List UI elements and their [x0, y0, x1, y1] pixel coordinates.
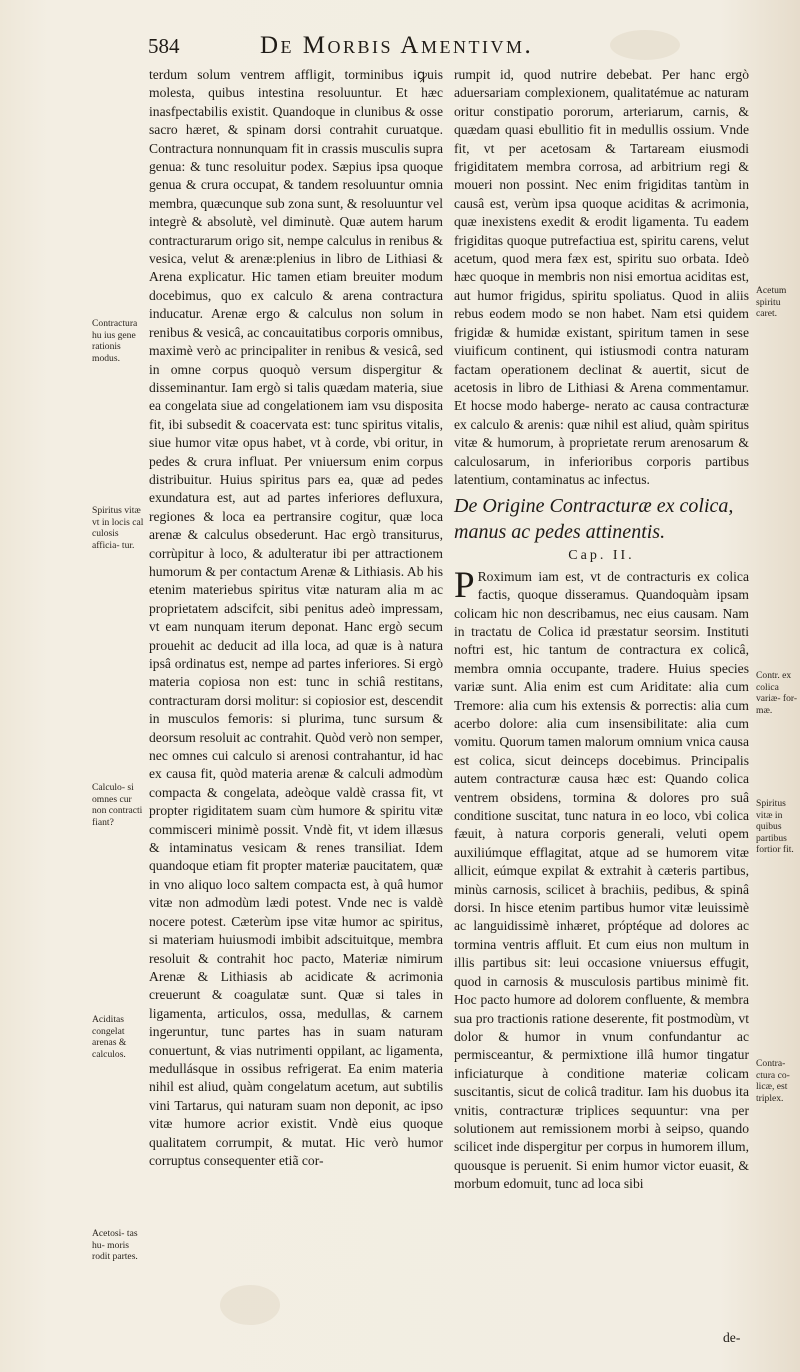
margin-note: Spiritus vitæ vt in locis cal culosis afficia- tur. [92, 505, 144, 551]
margin-note: Aciditas congelat arenas & calculos. [92, 1014, 127, 1060]
chapter-heading: Cap. II. [568, 548, 635, 564]
left-column [149, 66, 443, 1170]
margin-note: Contra- ctura co- licæ, est triplex. [756, 1058, 790, 1104]
margin-note: Calculo- si omnes cur non contracti fiant? [92, 782, 143, 828]
right-column [454, 66, 749, 1194]
margin-note: Contractura hu ius gene rationis modus. [92, 318, 138, 364]
right-column-paragraph-2 [454, 564, 749, 1194]
margin-note: Spiritus vitæ in quibus partibus fortior fit. [756, 798, 794, 856]
margin-note: Acetum spiritu caret. [756, 285, 787, 320]
running-title: De Morbis Amentivm. [260, 32, 534, 59]
page-header [148, 28, 748, 60]
section-title: De Origine Contracturæ ex colica, manus ac pedes attinentis. [454, 495, 734, 544]
paper-stain [220, 1285, 280, 1325]
page-number: 584 [148, 34, 180, 58]
paragraph-2-text: Roximum iam est, vt de contracturis ex colica factis, quoque disseramus. Quandoquàm ipsam colicam hic non describamus, nec eius causam. Nam in tractatu de Colica id præstatur seorsim. Instituti noftri est, hic tantum de contractura ex colicâ, membra omnia occupante, tradere. Huius species variæ sunt. Alia enim est cum Ariditate: alia cum Tremore: alia cum his extensis & porrectis: alia cum acerbo dolore: alia cum insensibilitate: alia cum vomitu. Quorum tamen malorum omnium vnica causa est colica, sicut deinceps docebimus. Principalis autem contracturæ causa hæc est: Quando colica ventrem obsidens, tormina & dolores pro suâ conditione suscitat, tunc natura in eo loco, vbi colica fæuit, à natura corporis generali, veluti opem auxiliúmque efflagitat, atque ad se humorem vitæ allicit, eúmque expilat & extrahit à cæteris partibus, minùs carnosis, scilicet à brachiis, pedibus, & spinâ dorsi. In hisce etenim partibus humor vitæ leuissimè ac languidissimè inhæret, próptéque ad dolores ac tormina ventris affluit. Et cum eius non multum in illis partibus sit: leui occasione vniuersus effugit, quod in carnosis & musculosis partibus minimè fit. Hoc pacto humore ad dolorem confluente, & membra sua pro tractionis ratione deserente, fit postmodùm, vt dolor & humor in vnum confundantur ac permisceantur, & permixtione illâ humor tingatur inficiaturque à conditione materiæ colicam suscitantis, sicut de colicâ traditur. Iam his duobus ita vnitis, contracturæ triplices sequuntur: vna per solutionem aut remissionem morbi à seipso, quando scilicet inde dispergitur per corpus in humorem illum, quousque is peruenit. Si enim humor victor euasit, & morbum edomuit, tunc ad loca sibi [454, 568, 749, 1192]
margin-note: Acetosi- tas hu- moris rodit partes. [92, 1228, 138, 1263]
drop-cap: P [454, 564, 475, 606]
left-column-text: terdum solum ventrem affligit, torminibus iꝙuis molesta, quibus intestina resoluuntur. Et hæc inasfpectabilis existit. Quandoque in clunibus & osse sacro hæret, & spinam dorsi contrahit curuatque. Contractura nonnunquam fit in crassis musculis supra genua: & tunc resoluitur podex. Sæpius ipsa quoque genua & crura occupat, & tandem resoluuntur omnia membra, quæcunque sub zona sunt, & resoluuntur vel integrè & absolutè, vel diminutè. Quæ autem harum contracturarum origo sit, nempe calculus in renibus & vesica, velut & arenæ:plenius in libro de Lithiasi & Arena explicatur. Hic tamen etiam breuiter modum docebimus, quo ex calculo & arena contractura inducatur. Arenæ ergo & calculus non solum in renibus & vesicâ, ac concauitatibus corporis omnibus, maximè verò ac principaliter in renibus & vesicâ, sed in omne corpus quoquò versum dispergitur & disseminantur. Iam ergò si talis quædam materia, siue ea congelata siue ad congelationem iam vsu dispositа fit, ibi subsedit & coacervata est: tunc spiritus vitalis, siue humor vitæ opus habet, vt à corde, vbi oritur, in pedes & crura influat. Per vniuersum enim corpus distribuitur. Huius spiritus pars ea, quæ ad pedes exundatura est, aut ad partes inferiores defluxura, regiones & loca ea pertransire cogitur, quæ loca arenæ & calculus obsederunt. Hac ergò transiturus, corrùpitur à loco, & adulteratur ibi per attractionem humorum & per contactum Arenæ & Lithiasis. Ab his etenim materiebus spiritus vitæ naturam alia m ac proprietatem adscifcit, sibi penitus adeò impressam, vt eam nunquam iterum deponat. Hanc ergò secum prouehit ac deducit ad illa loca, ad quæ is à natura ipsâ ordinatus est, nempe ad partes inferiores. Si ergò materia copiosa non est: tunc in schiâ restitans, contracturam dorsi molitur: si copiosior est, descendit in musculos femoris: si plurima, tunc sursum & deorsum resoluit ac contrahit. Quòd verò non semper, nec omnes cui calculo si arenosi contrahantur, id hac ex causa fit, quòd materia arenæ & calculi admodùm compacta & congelata, adeòque valdè crassa fit, vt propter rigiditatem suam cùm humore & spiritu vitæ commisceri minimè possit. Vndè fit, vt idem illæsus & intaminatus vesicam & renes transiliat. Idem quandoque etiam fit propter materiæ paucitatem, quæ in vno aliquo loco saltem compacta est, à quâ humor vitæ non admodùm lædi potest. Vnde nec is valdè nocere potest. Cæterùm ipse vitæ humor ac spiritus, si materiam huiusmodi imbibit adscituitque, membra resoluit & contrahit hoc pacto, Materiæ nimirum Arenæ & Lithiasis ab acidicate & acrimonia creuerunt & coagulatæ sunt. Quæ si tales in ligamenta, articulos, ossa, medullas, & carnem ingeruntur, tunc partes has in suam naturam conuertunt, & vias nutrimenti oppilant, ac ligamenta, medullásque in ossibus refrigerat. Ea enim materia nihil est aliud, quàm congelatum acetum, aut subtilis vini Tartarus, qui naturam suam non deponit, ac ipso vitæ humore acrior existit. Vndè eius quoque qualitatem corrumpit, & mutat. Hic verò humor corruptus consequenter etiã cor- [149, 67, 443, 1168]
right-column-paragraph-1: rumpit id, quod nutrire debebat. Per hanc ergò aduersariam complexionem, qualitatémue ac naturam oritur constipatio pororum, arteriarum, carnis, & quædam quasi ebullitio fit in medullis ossium. Vnde fit, vt per acetosam & Tartaream eiusmodi frigiditatem membra corrosa, ad arbitrium regi & moueri non possint. Nec enim frigiditas tantùm in causâ est, verùm ipsa quoque aciditas & acrimonia, quæ inexistens exedit & erodit ligamenta. Tu eadem frigiditas quoque putrefactiua est, spiritu carens, velut acetum, quod mera fæx est, spiritu suo orbata. Ideò hæc quoque in membris non nisi emortua aciditas est, aut humor frigidus, spiritu spoliatus. Quod in aliis rebus eodem modo se non habet. Nam etsi quidem frigidæ & humidæ existant, spiritum tamen in sese viuificum continent, qui istiusmodi contra naturam factam operationem declinat & auertit, sicut de acetosis in libro de Lithiasi & Arena commentamur. Et hocse modo haberge- nerato ac causa contracturæ ex calculo & arenis: quæ nihil est aliud, quàm spiritus vitæ & humorum, à proprietate rerum arenosarum & calculosarum, in inferioribus corporis partibus latentium, contaminatus ac infectus. [454, 67, 749, 487]
margin-note: Contr. ex colica variæ- for- mæ. [756, 670, 798, 716]
catchword: de- [723, 1330, 741, 1345]
